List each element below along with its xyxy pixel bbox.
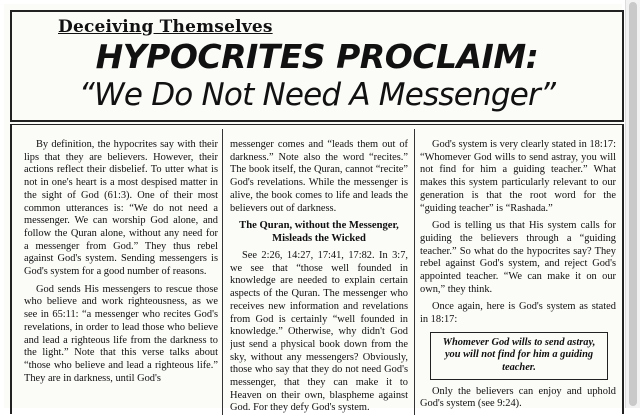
column-divider	[414, 129, 415, 415]
paragraph: God sends His messengers to rescue those who believe and work righteousness, as we see in 65:11: “a messenger who recites God's revelations, in order to lead those who believe and lead a righteous life from the darkness to the light.” Note that this verse talks about “those who believe and lead a righteous life.” They are in darkness, until God's	[24, 283, 218, 384]
paragraph: God's system is very clearly stated in 18:17: “Whomever God wills to send astray, you will not find for him a guiding teacher.” What makes this system particularly relevant to our generation is that the root word for the “guiding teacher” is “Rashada.”	[420, 139, 616, 214]
paragraph: Once again, here is God's system as stated in 18:17:	[420, 301, 616, 326]
section-label: Deceiving Themselves	[58, 17, 273, 37]
column-divider	[222, 129, 223, 415]
column-1	[24, 139, 218, 413]
column-3	[420, 139, 616, 413]
quote-box: Whomever God wills to send astray, you will not find for him a guiding teacher.	[430, 332, 608, 380]
article-body	[10, 124, 624, 414]
subheading-line-1: The Quran, without the Messenger,	[239, 220, 399, 232]
paragraph: Only the believers can enjoy and uphold God's system (see 9:24).	[420, 385, 616, 410]
paragraph: God is telling us that His system calls for guiding the believers through a “guiding teacher.” So what do the hypocrites say? They rebel against God's system, and reject God's appointed teacher. “We can make it on our own,” they think.	[420, 220, 616, 295]
scrollbar-thumb[interactable]	[629, 2, 637, 406]
headline-line-2: “We Do Not Need A Messenger”	[78, 77, 556, 113]
scanned-page	[4, 4, 622, 413]
paragraph: messenger comes and “leads them out of darkness.” Note also the word “recites.” The book itself, the Quran, cannot “recite” God's revelations. While the messenger is alive, the book comes to life and leads the believers out of darkness.	[230, 139, 408, 214]
paragraph: By definition, the hypocrites say with their lips that they are believers. However, their actions reflect their disbelief. To utter what is not in one's heart is a most despised matter in the sight of God (61:3). One of their most common utterances is: “We do not need a messenger. We can worship God alone, and follow the Quran alone, without any need for a messenger from God.” They thus rebel against God's system. Sending messengers is God's system for a good number of reasons.	[24, 139, 218, 278]
subheading	[230, 220, 408, 245]
paragraph: See 2:26, 14:27, 17:41, 17:82. In 3:7, we see that “those well founded in knowledge are needed to explain certain aspects of the Quran. The messenger who receives new information and revelations from God is certainly “well founded in knowledge.” Otherwise, why didn't God just send a physical book down from the sky, without any messengers? Obviously, those who say that they do not need God's messenger, that they can make it to Heaven on their own, blaspheme against God. For they defy God's system.	[230, 250, 408, 413]
headline-box	[10, 10, 624, 122]
subheading-line-2: Misleads the Wicked	[272, 232, 366, 244]
vertical-scrollbar[interactable]	[625, 0, 640, 408]
headline-line-1: HYPOCRITES PROCLAIM:	[95, 37, 539, 76]
column-2	[230, 139, 408, 413]
